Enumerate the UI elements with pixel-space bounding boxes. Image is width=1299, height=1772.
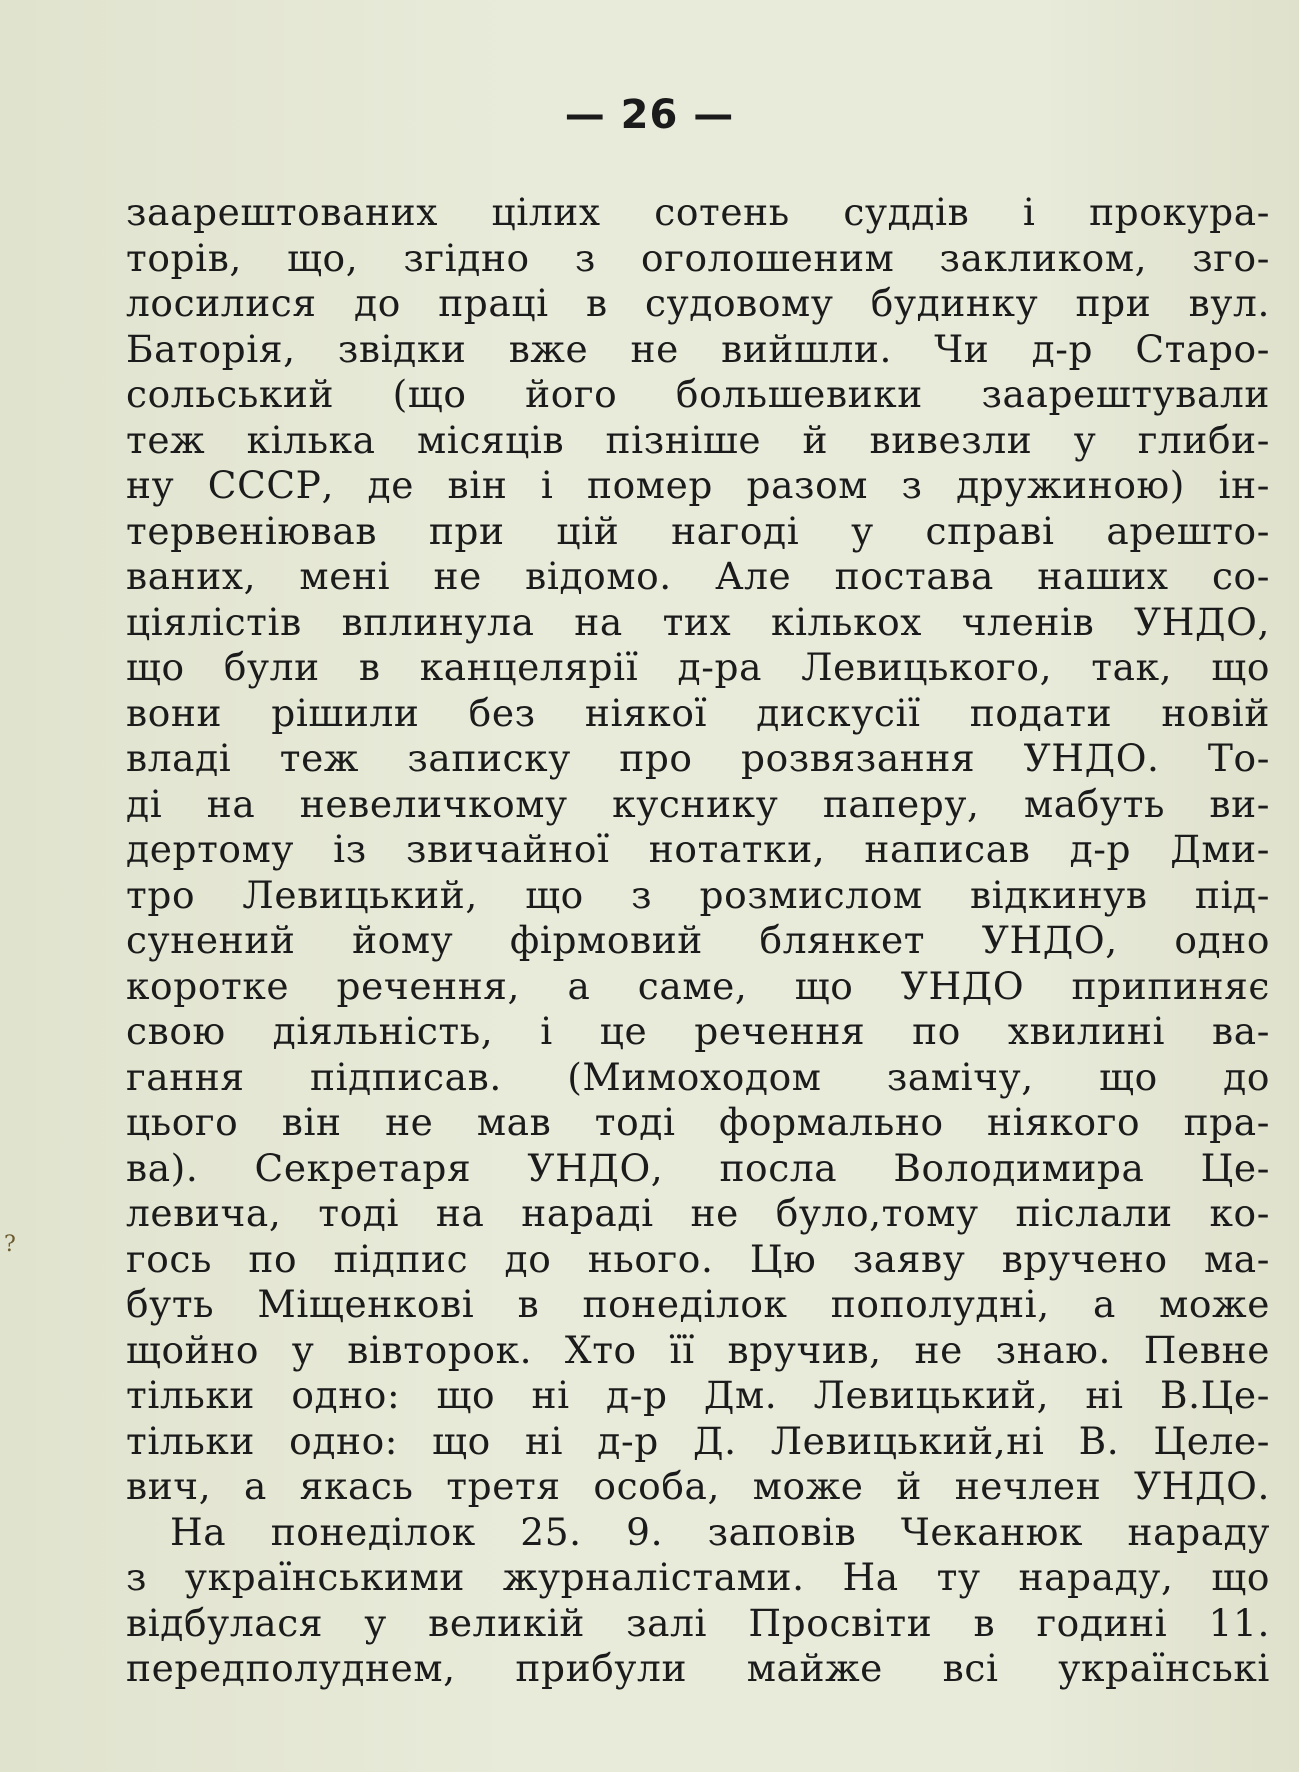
text-line: ціялістів вплинула на тих кількох членів УНДО,	[126, 599, 1270, 644]
text-line: левича, тоді на нараді не було,тому післали ко-	[126, 1191, 1270, 1235]
text-line: владі теж записку про розвязання УНДО. То-	[126, 736, 1270, 780]
text-line: тільки одно: що ні д-р Дм. Левицький, ні В.Це-	[126, 1373, 1270, 1417]
text-line: Баторія, звідки вже не вийшли. Чи д-р Старо-	[126, 326, 1270, 371]
text-line: свою діяльність, і це речення по хвилині ва-	[126, 1009, 1270, 1053]
text-line: передполуднем, прибули майже всі українські	[126, 1646, 1270, 1690]
text-line: щойно у вівторок. Хто її вручив, не знаю. Певне	[126, 1327, 1270, 1372]
text-line: що були в канцелярії д-ра Левицького, так, що	[126, 645, 1270, 689]
text-line: ваних, мені не відомо. Але постава наших со-	[126, 554, 1270, 598]
text-line: ді на невеличкому куснику паперу, мабуть ви-	[126, 781, 1270, 826]
body-text	[126, 190, 1270, 1692]
text-line: гання підписав. (Мимоходом замічу, що до	[126, 1054, 1270, 1099]
page-number: — 26 —	[564, 92, 735, 138]
text-line: заарештованих цілих сотень суддів і прокура-	[126, 190, 1270, 234]
text-line: теж кілька місяців пізніше й вивезли у глиби-	[126, 417, 1270, 462]
margin-mark: ?	[4, 1232, 16, 1257]
text-line: ну СССР, де він і помер разом з дружиною) ін-	[126, 463, 1270, 507]
text-line: ва). Секретаря УНДО, посла Володимира Це-	[126, 1145, 1270, 1190]
text-line: лосилися до праці в судовому будинку при вул.	[126, 281, 1270, 325]
text-line: коротке речення, а саме, що УНДО припиняє	[126, 963, 1270, 1008]
text-line: дертому із звичайної нотатки, написав д-р Дми-	[126, 827, 1270, 871]
text-line: тільки одно: що ні д-р Д. Левицький,ні В. Целе-	[126, 1418, 1270, 1463]
text-line: вич, а якась третя особа, може й нечлен УНДО.	[126, 1464, 1270, 1508]
text-line: цього він не мав тоді формально ніякого пра-	[126, 1100, 1270, 1144]
text-line: відбулася у великій залі Просвіти в годині 11.	[126, 1600, 1270, 1645]
text-line: гось по підпис до нього. Цю заяву вручено ма-	[126, 1236, 1270, 1281]
text-line: сунений йому фірмовий блянкет УНДО, одно	[126, 918, 1270, 962]
text-line: вони рішили без ніякої дискусії подати новій	[126, 690, 1270, 735]
text-line: тервеніював при цій нагоді у справі арешто-	[126, 508, 1270, 553]
text-line: торів, що, згідно з оголошеним закликом, зго-	[126, 235, 1270, 280]
text-line: сольський (що його большевики заарештували	[126, 372, 1270, 416]
text-line: буть Міщенкові в понеділок пополудні, а може	[126, 1282, 1270, 1326]
paragraph-start-line: На понеділок 25. 9. заповів Чеканюк нараду	[170, 1509, 1270, 1554]
text-line: з українськими журналістами. На ту нараду, що	[126, 1555, 1270, 1599]
text-line: тро Левицький, що з розмислом відкинув під-	[126, 872, 1270, 917]
